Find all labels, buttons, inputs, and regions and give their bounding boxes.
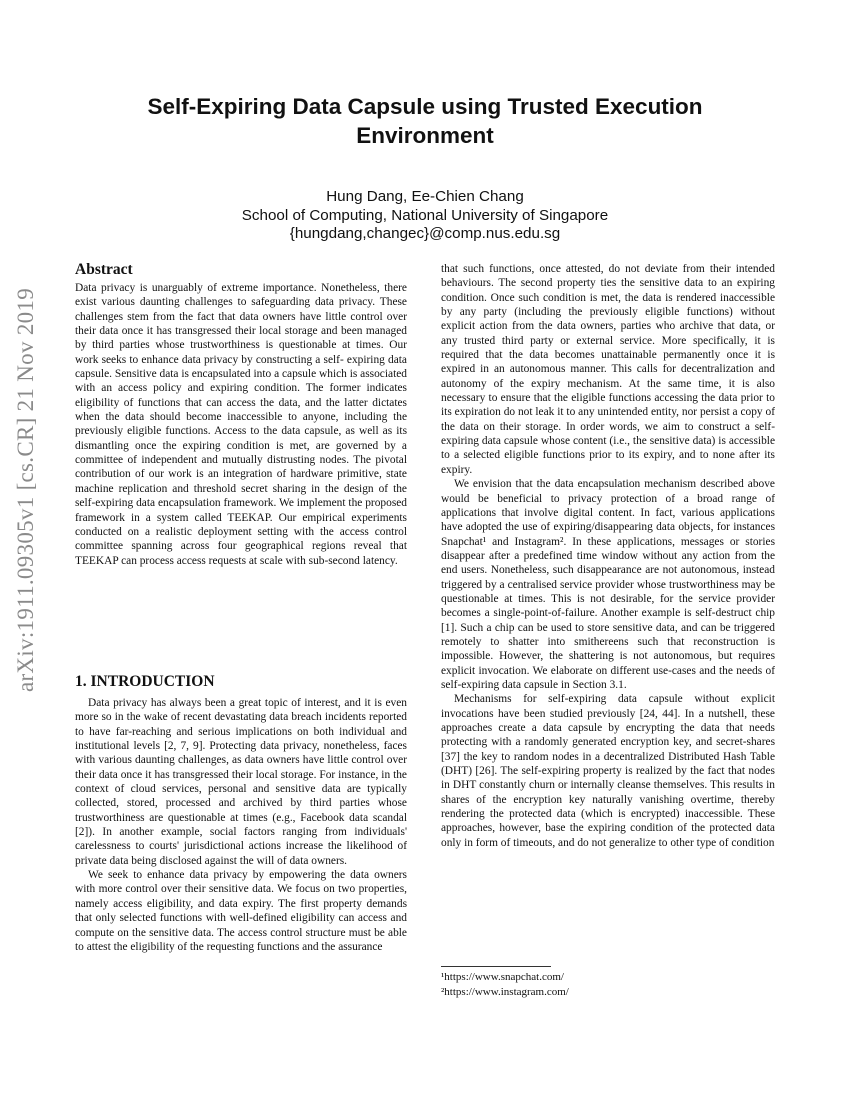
author-block bbox=[90, 188, 760, 244]
intro-paragraph-3: that such functions, once attested, do not deviate from their intended behaviours. The second property ties the sensitive data to an expiring condition. Once such condition is met, the data is rendered inaccessible by any party (including the previously eligible functions) without explicit action from the data owners, parties who archive that data, or any trusted third party or external service. More specifically, it is required that the data becomes unattainable permanently once it is expired in an autonomous manner. This calls for decentralization and autonomy of the expiry mechanism. At the same time, it is also necessary to ensure that the eligible functions accessing the data prior to its expiration do not leak it to any unintended entity, nor persist a copy of the data on their storage. In order words, we aim to construct a self-expiring data capsule whose content (i.e., the sensitive data) is accessible to a selected eligible functions prior to its expiry, and to none after its expiry. bbox=[441, 263, 775, 476]
introduction-section bbox=[75, 672, 407, 1088]
left-column bbox=[75, 260, 407, 1088]
right-column bbox=[441, 262, 775, 958]
footnote-rule bbox=[441, 966, 551, 967]
intro-paragraph-4: We envision that the data encapsulation mechanism described above would be beneficial to privacy protection of a broad range of applications that involve digital content. In fact, various applications have adopted the use of expiring/disappearing data objects, for instances Snapchat¹ and Instagram². In these applications, messages or stories disappear after a predefined time window without any action from the end users. Nonetheless, such disappearance are not autonomous, instead triggered by a centralised service provider whose trustworthiness may be questionable at times. This is not desirable, for the service provider becomes a single-point-of-failure. Another example is self-destruct chip [1]. Such a chip can be used to store sensitive data, and can be triggered remotely to shatter into smithereens such that reconstruction is impossible. However, the shattering is not autonomous, but requires explicit invocation. We elaborate on different use-cases and the needs of self-expiring data capsule in Section 3.1. bbox=[441, 478, 775, 691]
arxiv-identifier-sidebar bbox=[4, 260, 48, 720]
abstract-text: Data privacy is unarguably of extreme importance. Nonetheless, there exist various daunting challenges to safeguarding data privacy. These challenges stem from the fact that data owners have little control over their data once it has transgressed their local storage and been managed by third parties whose trustworthiness is questionable at times. Our work seeks to enhance data privacy by constructing a self- expiring data capsule. Sensitive data is encapsulated into a capsule which is associated with an access policy and expiring condition. The former indicates eligibility of functions that can access the data, and the latter dictates when the data should become inaccessible to anyone, including the previously eligible functions. Access to the data capsule, as well as its dismantling once the expiring condition is met, are governed by a committee of independent and mutually distrusting nodes. The pivotal contribution of our work is an integration of hardware primitive, state machine replication and threshold secret sharing in the design of the self-expiring data encapsulation framework. We implement the proposed framework in a system called TEEKAP. Our empirical experiments conducted on a realistic deployment setting with the access control committee spanning across four geographical regions reveal that TEEKAP can process access requests at scale with sub-second latency. bbox=[75, 282, 407, 567]
footnote-2: ²https://www.instagram.com/ bbox=[441, 986, 569, 998]
footnotes bbox=[441, 970, 775, 1000]
intro-paragraph-5: Mechanisms for self-expiring data capsule without explicit invocations have been studied previously [24, 44]. In a nutshell, these approaches create a data capsule by encrypting the data that needs protecting with a randomly generated encryption key, and secret-shares [37] the key to random nodes in a decentralized Distributed Hash Table (DHT) [26]. The self-expiring property is realized by the fact that nodes in DHT constantly churn or internally cleanse themselves. This results in shares of the encryption key naturally vanishing overtime, thereby rendering the protected data (which is encrypted) inaccessible. These approaches, however, base the expiring condition of the protected data only in form of timeouts, and do not generalize to other type of condition bbox=[441, 693, 775, 849]
abstract-heading: Abstract bbox=[75, 261, 133, 278]
introduction-heading: 1. INTRODUCTION bbox=[75, 673, 215, 690]
author-email: {hungdang,changec}@comp.nus.edu.sg bbox=[289, 225, 561, 242]
arxiv-id-text: arXiv:1911.09305v1 [cs.CR] 21 Nov 2019 bbox=[13, 287, 38, 693]
footnote-1: ¹https://www.snapchat.com/ bbox=[441, 971, 564, 983]
paper-title: Self-Expiring Data Capsule using Trusted Execution Environment bbox=[147, 94, 703, 148]
intro-paragraph-2: We seek to enhance data privacy by empowering the data owners with more control over their sensitive data. We focus on two properties, namely access eligibility, and data expiry. The first property demands that only selected functions with well-defined eligibility can access and compute on the sensitive data. The access control structure must be able to attest the eligibility of the requesting functions and the assurance bbox=[75, 869, 407, 953]
intro-paragraph-1: Data privacy has always been a great topic of interest, and it is even more so in the wake of recent devastating data breach incidents reported to have far-reaching and serious implications on both individual and institutional levels [2, 7, 9]. Protecting data privacy, nonetheless, faces with various daunting challenges, as data owners have little control over their data once it has transgressed their local storage. For instance, in the context of cloud services, personal and sensitive data are typically collected, stored, processed and archived by third parties whose trustworthiness are questionable at times (e.g., Facebook data scandal [2]). In another example, social factors ranging from individuals' carelessness to courts' jurisdictional actions increase the likelihood of private data being disclosed against the will of data owners. bbox=[75, 697, 407, 867]
author-names: Hung Dang, Ee-Chien Chang bbox=[326, 188, 524, 205]
author-affiliation: School of Computing, National University of Singapore bbox=[241, 206, 609, 224]
abstract-section bbox=[75, 260, 407, 648]
